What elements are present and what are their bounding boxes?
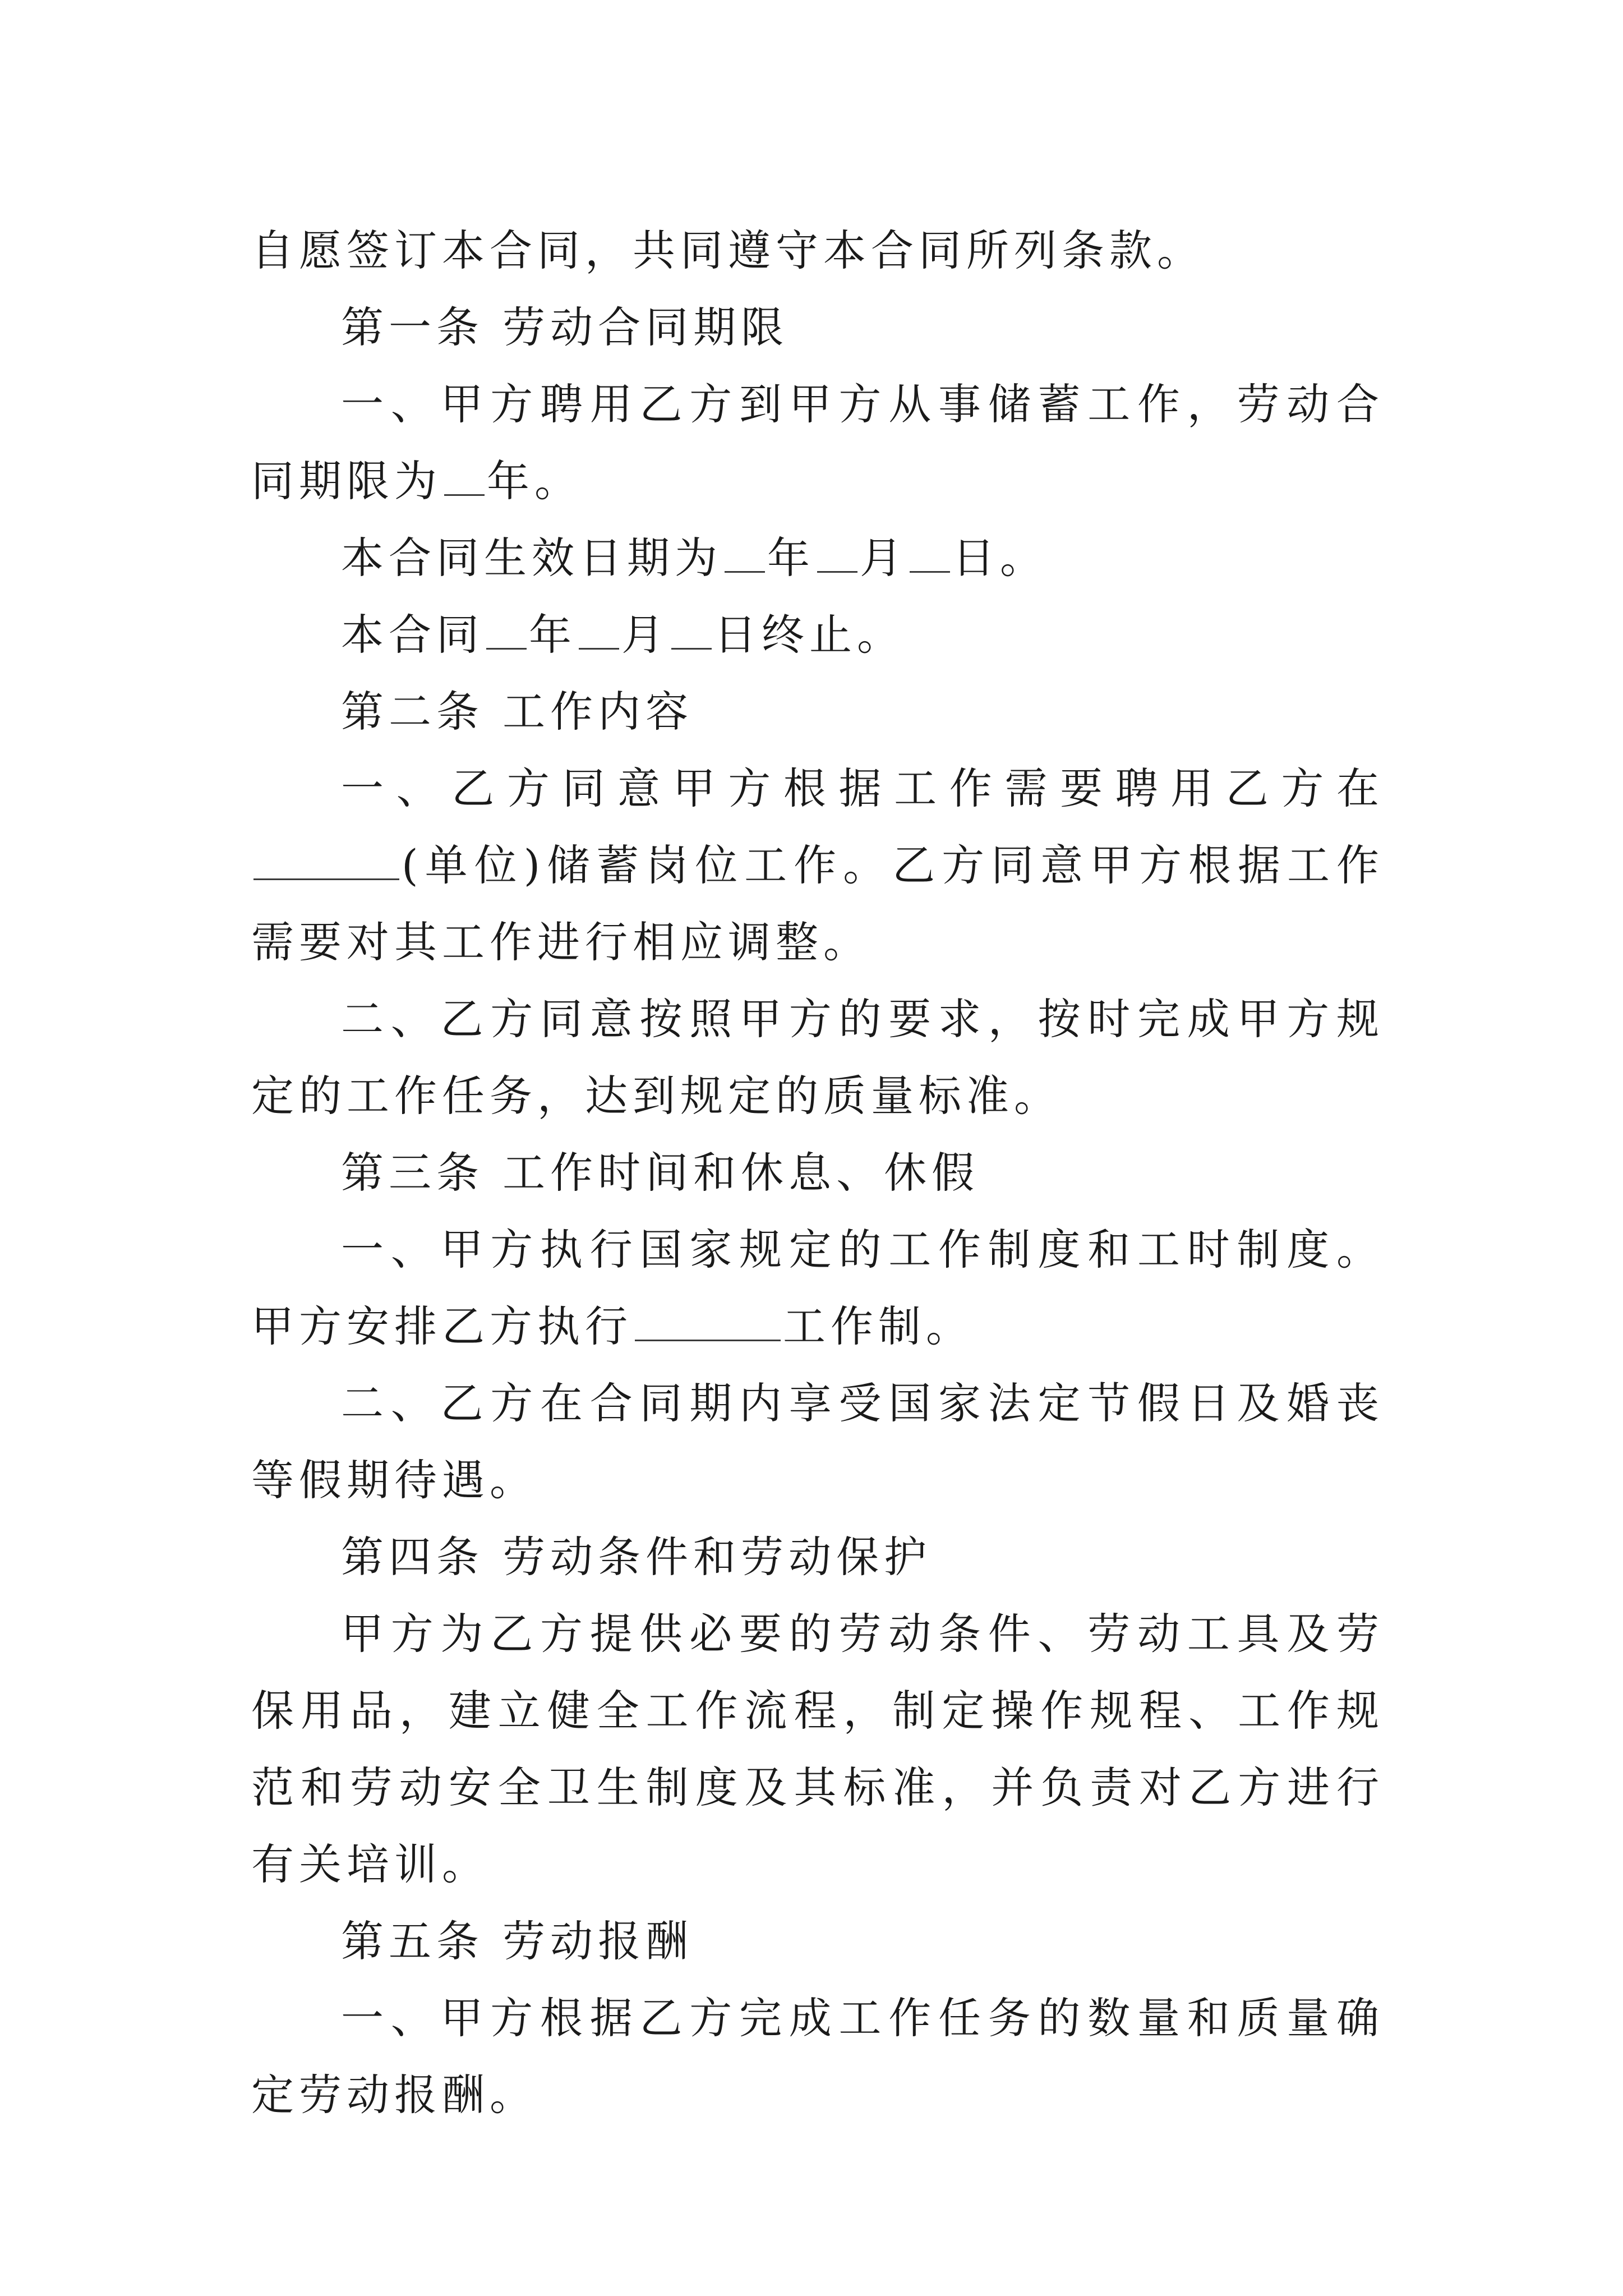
fill-blank xyxy=(635,1300,781,1341)
article-heading-text: 第四条 劳动条件和劳动保护 xyxy=(341,1532,932,1582)
paragraph xyxy=(251,1980,1384,2133)
paragraph xyxy=(251,1365,1384,1519)
paragraph-text: 本合同生效日期为 xyxy=(341,533,722,583)
fill-blank xyxy=(671,609,712,650)
paragraph xyxy=(251,1211,1384,1365)
paragraph-text: 一、乙方同意甲方根据工作需要聘用乙方在 xyxy=(341,763,1384,813)
article-heading xyxy=(251,1519,1384,1595)
paragraph-text: 年。 xyxy=(487,456,582,506)
article-heading-text: 第五条 劳动报酬 xyxy=(341,1916,694,1966)
paragraph xyxy=(251,981,1384,1134)
fill-blank xyxy=(579,609,619,650)
paragraph-text: 本合同 xyxy=(341,610,484,660)
paragraph xyxy=(251,519,1384,596)
paragraph xyxy=(251,1595,1384,1903)
paragraph xyxy=(251,212,1384,289)
paragraph-text: 一、甲方根据乙方完成工作任务的数量和质量确定劳动报酬。 xyxy=(251,1993,1384,2120)
article-heading xyxy=(251,1903,1384,1980)
paragraph-text: 一、甲方聘用乙方到甲方从事储蓄工作，劳动合同期限为 xyxy=(251,379,1384,506)
paragraph xyxy=(251,596,1384,673)
article-heading-text: 第三条 工作时间和休息、休假 xyxy=(341,1148,980,1198)
article-heading xyxy=(251,1134,1384,1211)
paragraph xyxy=(251,750,1384,981)
paragraph-text: 二、乙方在合同期内享受国家法定节假日及婚丧等假期待遇。 xyxy=(251,1378,1384,1505)
paragraph xyxy=(251,366,1384,519)
article-heading xyxy=(251,289,1384,366)
paragraph-text: 一、甲方执行国家规定的工作制度和工时制度。甲方安排乙方执行 xyxy=(251,1225,1384,1351)
fill-blank xyxy=(725,532,765,573)
paragraph-text: 自愿签订本合同，共同遵守本合同所列条款。 xyxy=(251,226,1205,275)
paragraph-text: (单位)储蓄岗位工作。乙方同意甲方根据工作需要对其工作进行相应调整。 xyxy=(251,840,1384,967)
paragraph-text: 日。 xyxy=(952,533,1048,583)
paragraph-text: 工作制。 xyxy=(783,1301,974,1351)
paragraph-text: 年 xyxy=(529,610,577,660)
paragraph-text: 二、乙方同意按照甲方的要求，按时完成甲方规定的工作任务，达到规定的质量标准。 xyxy=(251,994,1384,1121)
fill-blank xyxy=(444,455,485,496)
fill-blank xyxy=(486,609,527,650)
paragraph-text: 年 xyxy=(767,533,815,583)
paragraph-text: 月 xyxy=(860,533,907,583)
fill-blank xyxy=(817,532,857,573)
fill-blank xyxy=(253,839,399,880)
contract-body xyxy=(251,212,1384,2133)
paragraph-text: 甲方为乙方提供必要的劳动条件、劳动工具及劳保用品，建立健全工作流程，制定操作规程、工作规范和劳动安全卫生制度及其标准，并负责对乙方进行有关培训。 xyxy=(251,1609,1384,1889)
paragraph-text: 日终止。 xyxy=(714,610,905,660)
article-heading-text: 第一条 劳动合同期限 xyxy=(341,302,789,352)
article-heading xyxy=(251,673,1384,750)
article-heading-text: 第二条 工作内容 xyxy=(341,687,694,737)
paragraph-text: 月 xyxy=(621,610,669,660)
fill-blank xyxy=(910,532,950,573)
